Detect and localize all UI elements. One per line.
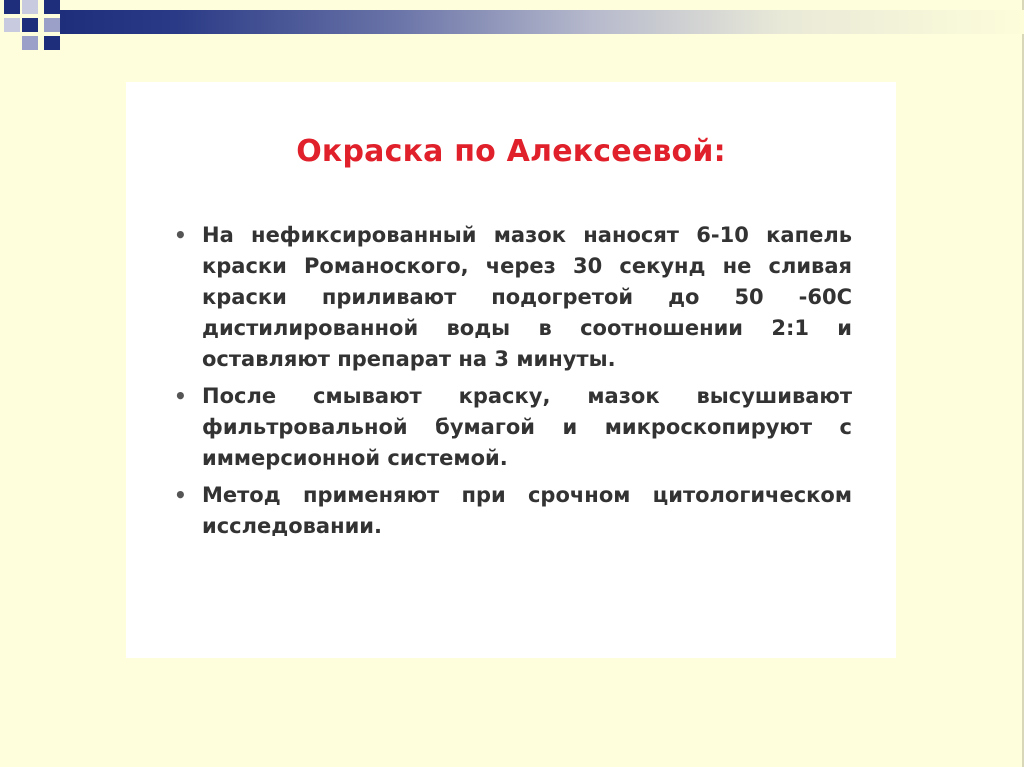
decor-square	[4, 0, 20, 14]
bullet-icon: •	[174, 483, 187, 507]
bullet-text: Метод применяют при срочном цитологическом исследовании.	[202, 483, 852, 538]
bullet-item	[170, 480, 852, 542]
bullet-item	[170, 381, 852, 474]
decor-square	[22, 0, 38, 14]
header-gradient-bar	[60, 10, 1024, 34]
bullet-item	[170, 220, 852, 375]
decor-square	[22, 18, 38, 32]
decor-square	[22, 36, 38, 50]
bullet-list	[170, 220, 852, 548]
decor-square	[44, 0, 60, 14]
slide-title: Окраска по Алексеевой:	[296, 134, 726, 169]
bullet-text: На нефиксированный мазок наносят 6-10 капель краски Романоского, через 30 секунд не сливая краски приливают подогретой до 50 -60С дистилированной воды в соотношении 2:1 и оставляют препарат на 3 минуты.	[202, 223, 852, 371]
bullet-icon: •	[174, 223, 187, 247]
decor-square	[4, 18, 20, 32]
slide-content-card	[126, 82, 896, 658]
bullet-text: После смывают краску, мазок высушивают фильтровальной бумагой и микроскопируют с иммерсионной системой.	[202, 384, 852, 470]
bullet-icon: •	[174, 384, 187, 408]
decor-square	[44, 36, 60, 50]
decor-square	[44, 18, 60, 32]
